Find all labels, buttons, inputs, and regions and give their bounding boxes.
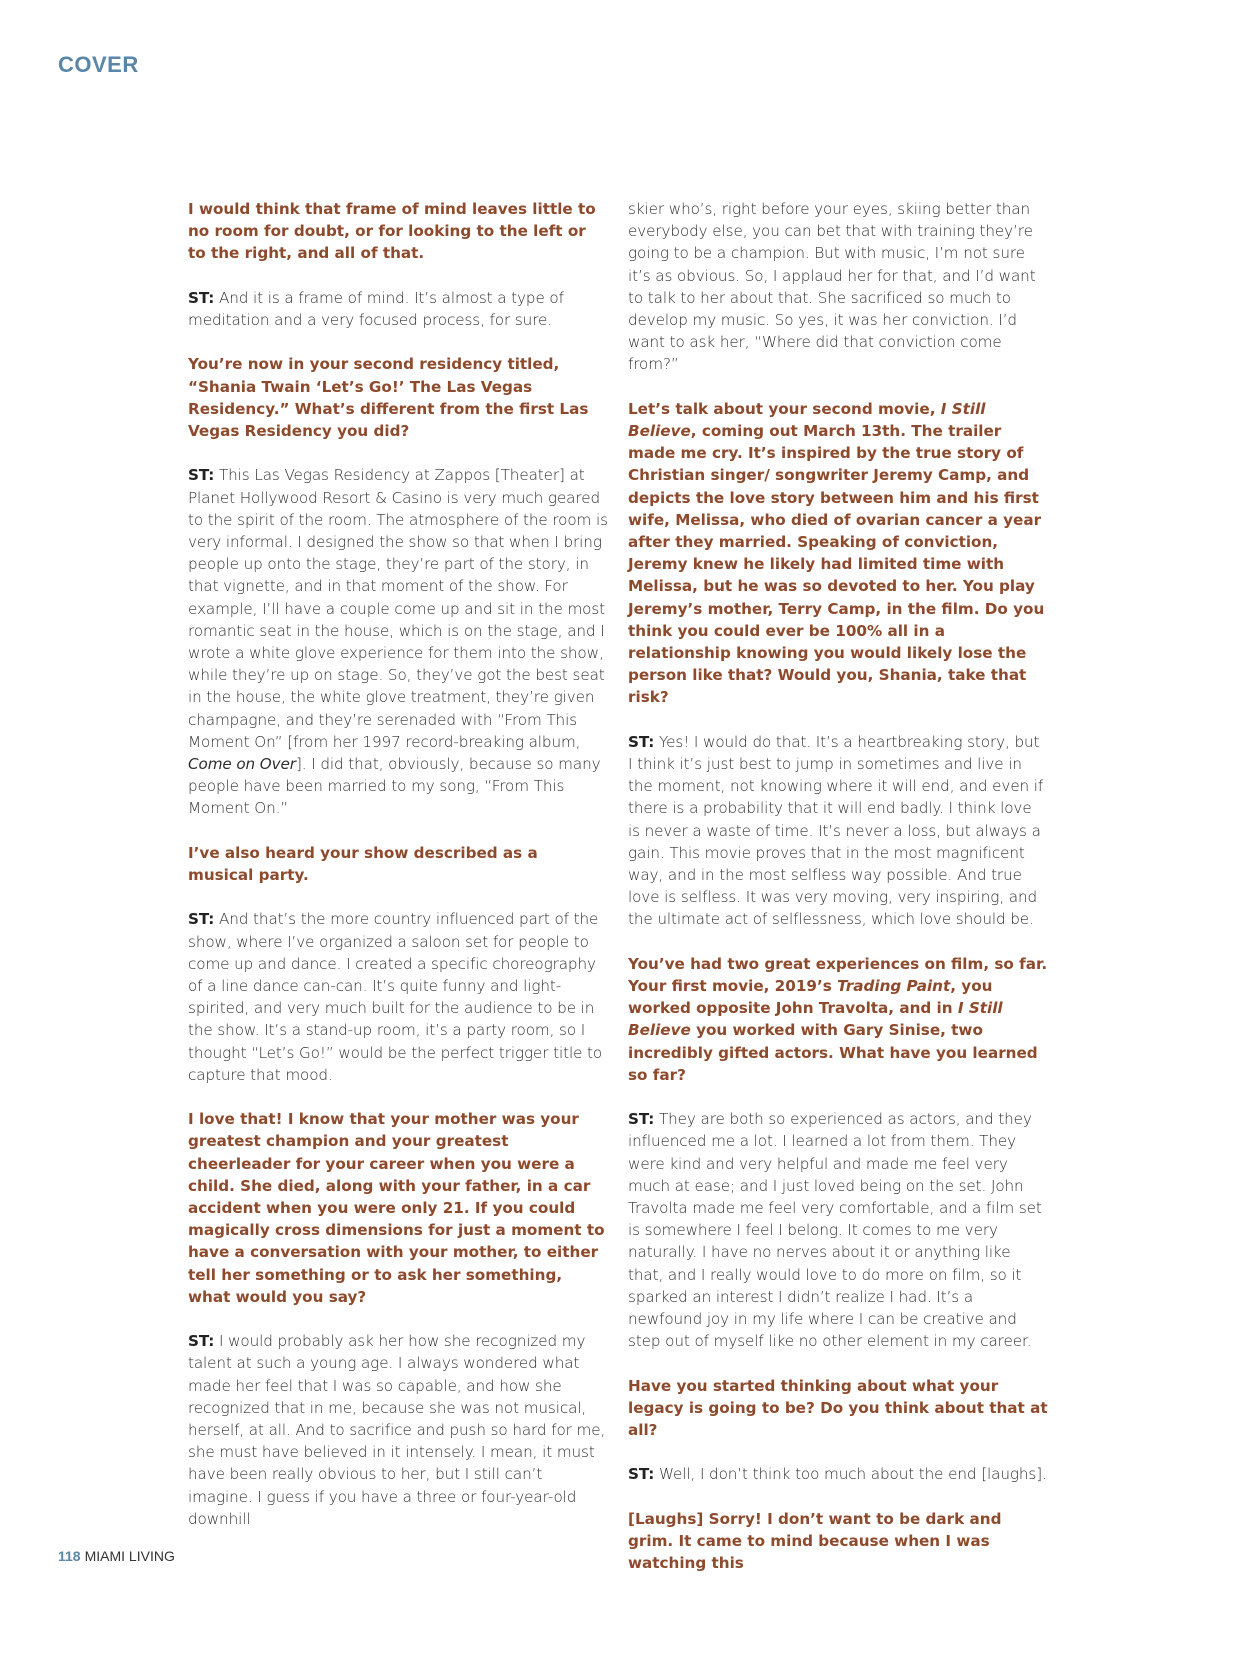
speaker-label: ST:: [188, 466, 215, 485]
left-column: [188, 198, 608, 1552]
right-column: [628, 198, 1048, 1597]
section-label: COVER: [58, 52, 139, 77]
speaker-label: ST:: [628, 732, 655, 751]
interview-question: You’ve had two great experiences on film, so far. Your first movie, 2019’s Trading Paint, you worked opposite John Travolta, and in I Still Believe you worked with Gary Sinise, two incredibly gifted actors. What have you learned so far?: [628, 954, 1048, 1084]
speaker-label: ST:: [628, 1465, 655, 1484]
interview-answer: ST: They are both so experienced as actors, and they influenced me a lot. I learned a lot from them. They were kind and very helpful and made me feel very much at ease; and I just loved being on the set. John Travolta made me feel very comfortable, and a film set is somewhere I feel I belong. It comes to me very naturally. I have no nerves about it or anything like that, and I really would love to do more on film, so it sparked an interest I didn’t realize I had. It’s a newfound joy in my life where I can be creative and step out of myself like no other element in my career.: [628, 1110, 1042, 1351]
publication-name: MIAMI LIVING: [84, 1548, 175, 1564]
interview-question: I would think that frame of mind leaves little to no room for doubt, or for looking to the left or to the right, and all of that.: [188, 200, 596, 263]
interview-answer: ST: Well, I don’t think too much about the end [laughs].: [628, 1465, 1047, 1484]
interview-answer: ST: This Las Vegas Residency at Zappos [Theater] at Planet Hollywood Resort & Casino is very much geared to the spirit of the room. The atmosphere of the room is very informal. I designed the show so that when I bring people up onto the stage, they’re part of the story, in that vignette, and in that moment of the show. For example, I’ll have a couple come up and sit in the most romantic seat in the house, which is on the stage, and I wrote a white glove experience for them into the show, while they’re up on stage. So, they’ve got the best seat in the house, the white glove treatment, they’re given champagne, and they’re serenaded with “From This Moment On” [from her 1997 record-breaking album, Come on Over]. I did that, obviously, because so many people have been married to my song, “From This Moment On.”: [188, 466, 608, 818]
speaker-label: ST:: [188, 1332, 215, 1351]
interview-question: Let’s talk about your second movie, I Still Believe, coming out March 13th. The trailer made me cry. It’s inspired by the true story of Christian singer/ songwriter Jeremy Camp, and depicts the love story between him and his first wife, Melissa, who died of ovarian cancer a year after they married. Speaking of conviction, Jeremy knew he likely had limited time with Melissa, but he was so devoted to her. You play Jeremy’s mother, Terry Camp, in the film. Do you think you could ever be 100% all in a relationship knowing you would likely lose the person like that? Would you, Shania, take that risk?: [628, 399, 1045, 707]
interview-question: I love that! I know that your mother was your greatest champion and your greatest cheerleader for your career when you were a child. She died, along with your father, in a car accident when you were only 21. If you could magically cross dimensions for just a moment to have a conversation with your mother, to either tell her something or to ask her something, what would you say?: [188, 1110, 605, 1306]
interview-answer: ST: And it is a frame of mind. It’s almost a type of meditation and a very focused process, for sure.: [188, 288, 564, 329]
interview-question: [Laughs] Sorry! I don’t want to be dark and grim. It came to mind because when I was watching this: [628, 1509, 1002, 1573]
interview-question: Have you started thinking about what your legacy is going to be? Do you think about that at all?: [628, 1376, 1048, 1440]
speaker-label: ST:: [188, 288, 215, 307]
speaker-label: ST:: [628, 1110, 655, 1129]
page-number: 118: [58, 1548, 81, 1564]
interview-answer: ST: I would probably ask her how she recognized my talent at such a young age. I always wondered what made her feel that I was so capable, and how she recognized that in me, because she was not musical, herself, at all. And to sacrifice and push so hard for me, she must have believed in it intensely. I mean, it must have been really obvious to her, but I still can’t imagine. I guess if you have a three or four-year-old downhill: [188, 1332, 606, 1528]
interview-answer: ST: And that’s the more country influenced part of the show, where I’ve organized a saloon set for people to come up and dance. I created a specific choreography of a line dance can-can. It’s quite funny and light-spirited, and very much built for the audience to be in the show. It’s a stand-up room, it’s a party room, so I thought “Let’s Go!” would be the perfect trigger title to capture that mood.: [188, 910, 603, 1084]
interview-answer: ST: Yes! I would do that. It’s a heartbreaking story, but I think it’s just best to jump in sometimes and live in the moment, not knowing where it will end, and even if there is a probability that it will end badly. I think love is never a waste of time. It’s never a loss, but always a gain. This movie proves that in the most magnificent way, and in the most selfless way possible. And true love is selfless. It was very moving, very inspiring, and the ultimate act of selflessness, which love should be.: [628, 732, 1044, 929]
page-footer: [58, 1548, 175, 1564]
interview-answer-continued: skier who’s, right before your eyes, skiing better than everybody else, you can bet that with training they’re going to be a champion. But with music, I’m not sure it’s as obvious. So, I applaud her for that, and I’d want to talk to her about that. She sacrificed so much to develop my music. So yes, it was her conviction. I’d want to ask her, “Where did that conviction come from?”: [628, 200, 1036, 374]
interview-question: You’re now in your second residency titled, “Shania Twain ‘Let’s Go!’ The Las Vegas Residency.” What’s different from the first Las Vegas Residency you did?: [188, 355, 589, 440]
speaker-label: ST:: [188, 910, 215, 929]
interview-question: I’ve also heard your show described as a musical party.: [188, 843, 538, 885]
